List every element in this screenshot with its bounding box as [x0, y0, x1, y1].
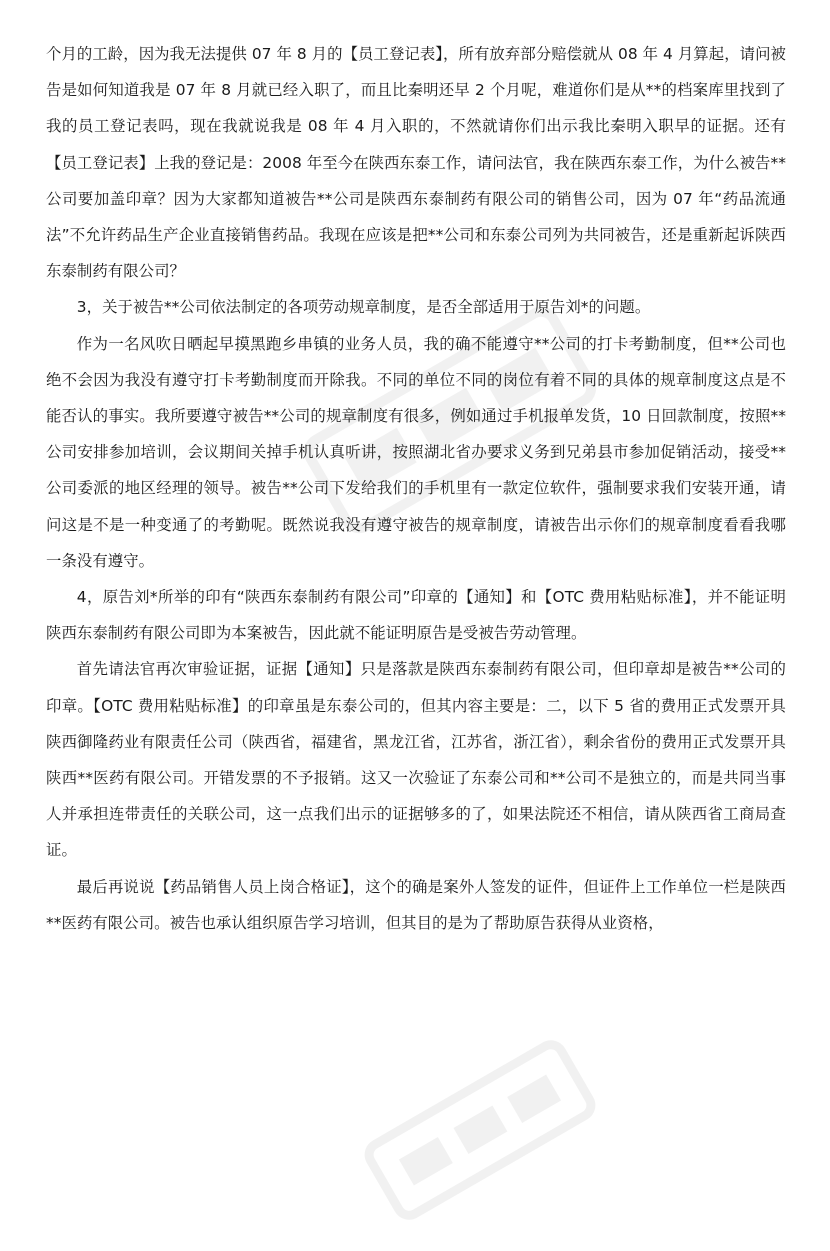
paragraph-5: 首先请法官再次审验证据，证据【通知】只是落款是陕西东泰制药有限公司，但印章却是被告**公司的印章。【OTC 费用粘贴标准】的印章虽是东泰公司的，但其内容主要是：二，以下 5 省的费用正式发票开具陕西御隆药业有限责任公司（陕西省，福建省，黑龙江省，江苏省，浙江省），剩余省份的费用正式发票开具陕西**医药有限公司。开错发票的不予报销。这又一次验证了东泰公司和**公司不是独立的，而是共同当事人并承担连带责任的关联公司，这一点我们出示的证据够多的了，如果法院还不相信，请从陕西省工商局查证。	[46, 660, 786, 860]
paragraph-2: 3，关于被告**公司依法制定的各项劳动规章制度，是否全部适用于原告刘*的问题。	[76, 298, 651, 317]
paragraph-1: 个月的工龄，因为我无法提供 07 年 8 月的【员工登记表】，所有放弃部分赔偿就从 08 年 4 月算起，请问被告是如何知道我是 07 年 8 月就已经入职了，而且比秦明还早 2 个月呢，难道你们是从**的档案库里找到了我的员工登记表吗，现在我就说我是 08 年 4 月入职的，不然就请你们出示我比秦明入职早的证据。还有【员工登记表】上我的登记是：2008 年至今在陕西东泰工作，请问法官，我在陕西东泰工作，为什么被告**公司要加盖印章？因为大家都知道被告**公司是陕西东泰制药有限公司的销售公司，因为 07 年“药品流通法”不允许药品生产企业直接销售药品。我现在应该是把**公司和东泰公司列为共同被告，还是重新起诉陕西东泰制药有限公司？	[46, 45, 786, 281]
paragraph-3: 作为一名风吹日晒起早摸黑跑乡串镇的业务人员，我的确不能遵守**公司的打卡考勤制度，但**公司也绝不会因为我没有遵守打卡考勤制度而开除我。不同的单位不同的岗位有着不同的具体的规章制度这点是不能否认的事实。我所要遵守被告**公司的规章制度有很多，例如通过手机报单发货，10 日回款制度，按照**公司安排参加培训，会议期间关掉手机认真听讲，按照湖北省办要求义务到兄弟县市参加促销活动，接受**公司委派的地区经理的领导。被告**公司下发给我们的手机里有一款定位软件，强制要求我们安装开通，请问这是不是一种变通了的考勤呢。既然说我没有遵守被告的规章制度，请被告出示你们的规章制度看看我哪一条没有遵守。	[46, 334, 786, 570]
watermark-logo-bottom	[341, 1009, 619, 1250]
document-body	[46, 36, 786, 941]
paragraph-4: 4，原告刘*所举的印有“陕西东泰制药有限公司”印章的【通知】和【OTC 费用粘贴标准】，并不能证明陕西东泰制药有限公司即为本案被告，因此就不能证明原告是受被告劳动管理。	[46, 588, 786, 643]
paragraph-6: 最后再说说【药品销售人员上岗合格证】，这个的确是案外人签发的证件，但证件上工作单位一栏是陕西**医药有限公司。被告也承认组织原告学习培训，但其目的是为了帮助原告获得从业资格，	[46, 877, 786, 932]
